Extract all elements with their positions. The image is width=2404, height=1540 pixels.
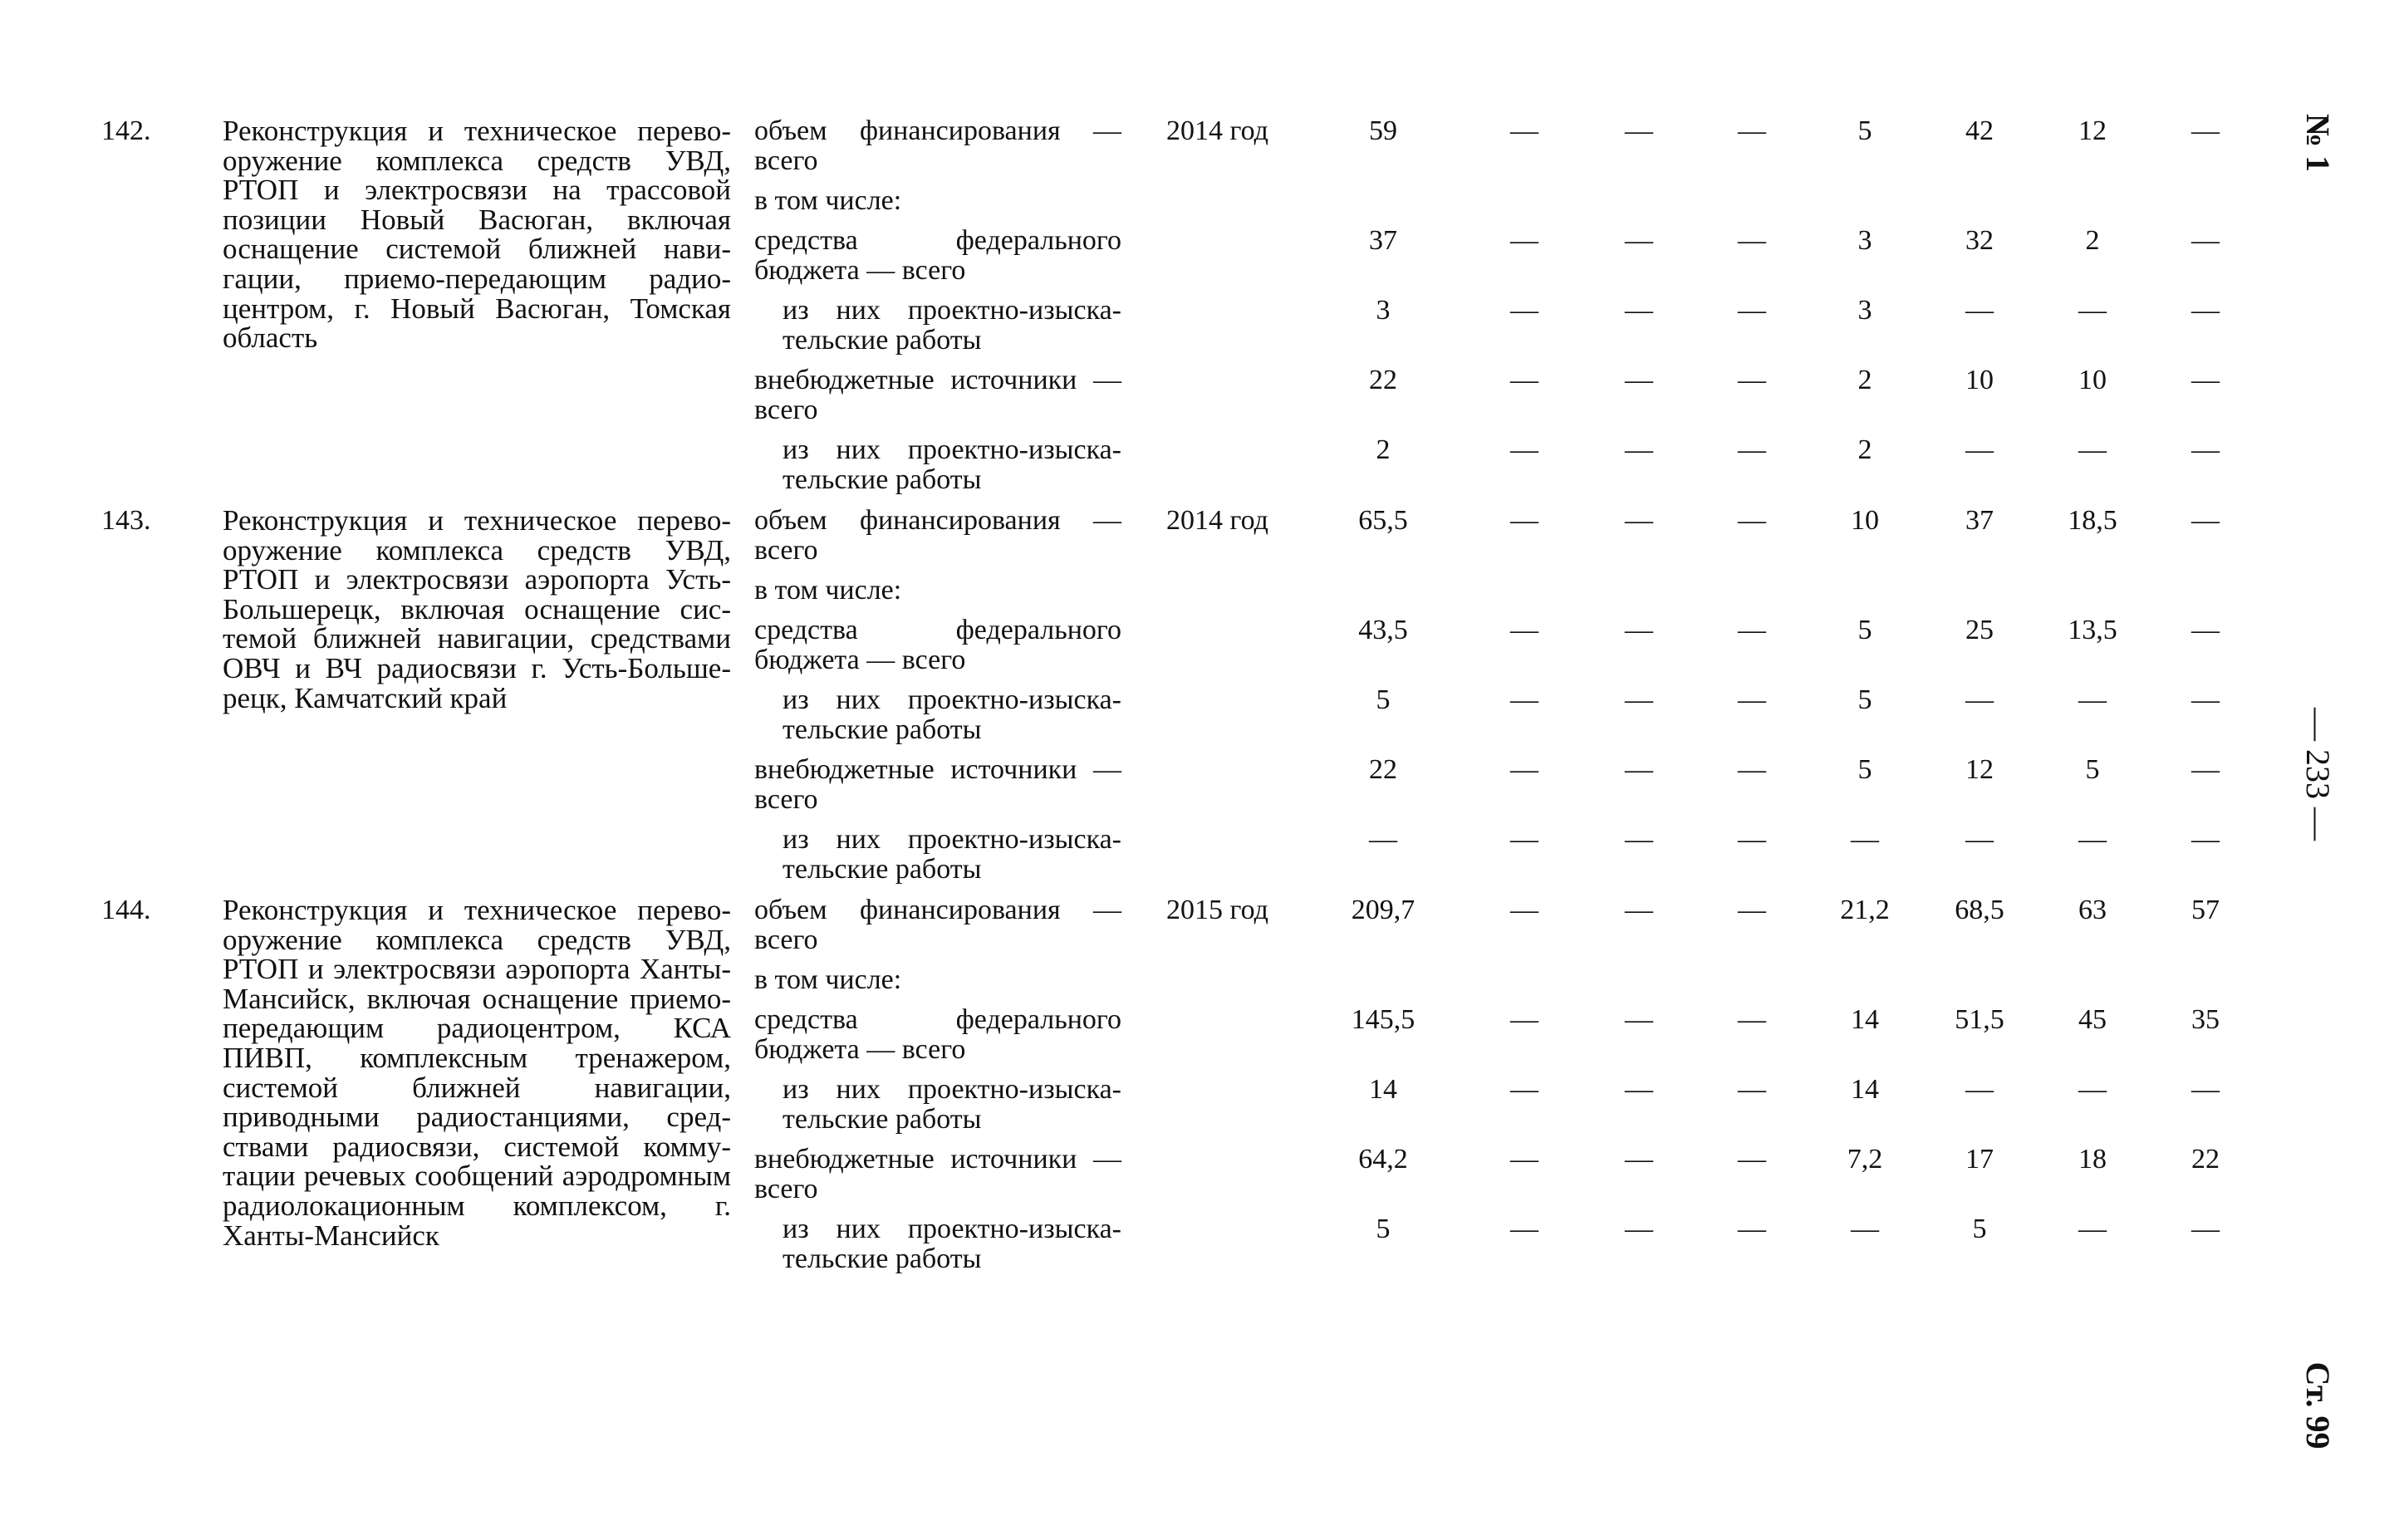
value-cell: 17 bbox=[1965, 1144, 1994, 1175]
value-cell: 2 bbox=[1857, 434, 1872, 465]
value-cell: 3 bbox=[1857, 295, 1872, 326]
value-cell: — bbox=[2078, 1214, 2107, 1244]
value-cell: 10 bbox=[2078, 365, 2107, 395]
row-label: из них проектно-изыскательские работы bbox=[783, 1214, 1121, 1274]
value-cell: — bbox=[1625, 1004, 1653, 1035]
value-cell: — bbox=[1738, 1074, 1766, 1105]
funding-row-extrabudget bbox=[0, 755, 2404, 821]
value-cell: 5 bbox=[1857, 684, 1872, 715]
value-cell: — bbox=[2078, 684, 2107, 715]
value-cell: 22 bbox=[1369, 754, 1397, 785]
page-number: — 233 — bbox=[2299, 708, 2337, 841]
value-cell: 42 bbox=[1965, 115, 1994, 146]
value-cell: — bbox=[1625, 824, 1653, 855]
value-cell: 21,2 bbox=[1840, 895, 1890, 925]
value-cell: 2 bbox=[2085, 225, 2100, 256]
value-cell: 37 bbox=[1369, 225, 1397, 256]
value-cell: — bbox=[2191, 225, 2220, 256]
value-cell: 64,2 bbox=[1358, 1144, 1408, 1175]
value-cell: — bbox=[1738, 1144, 1766, 1175]
entry-number: 142. bbox=[101, 115, 151, 146]
row-label: из них проектно-изыскательские работы bbox=[783, 684, 1121, 745]
value-cell: 5 bbox=[1857, 615, 1872, 645]
value-cell: — bbox=[1738, 225, 1766, 256]
value-cell: — bbox=[1625, 434, 1653, 465]
funding-row-federal-design bbox=[0, 296, 2404, 362]
value-cell: 14 bbox=[1851, 1004, 1879, 1035]
value-cell: 5 bbox=[1972, 1214, 1987, 1244]
value-cell: — bbox=[1510, 824, 1538, 855]
value-cell: 5 bbox=[1376, 684, 1391, 715]
funding-row-extrabudget bbox=[0, 365, 2404, 432]
value-cell: 209,7 bbox=[1351, 895, 1415, 925]
value-cell: 63 bbox=[2078, 895, 2107, 925]
value-cell: — bbox=[1510, 505, 1538, 536]
value-cell: — bbox=[1738, 365, 1766, 395]
value-cell: — bbox=[1510, 895, 1538, 925]
value-cell: — bbox=[1851, 824, 1879, 855]
value-cell: — bbox=[1738, 754, 1766, 785]
value-cell: 10 bbox=[1851, 505, 1879, 536]
funding-row-extrabudget bbox=[0, 1145, 2404, 1211]
value-cell: — bbox=[2191, 1214, 2220, 1244]
value-cell: — bbox=[1510, 1074, 1538, 1105]
value-cell: — bbox=[1965, 434, 1994, 465]
value-cell: — bbox=[1738, 1004, 1766, 1035]
row-label: внебюджетные источники — всего bbox=[754, 754, 1121, 815]
value-cell: — bbox=[1625, 1074, 1653, 1105]
value-cell: 12 bbox=[1965, 754, 1994, 785]
value-cell: — bbox=[1510, 115, 1538, 146]
value-cell: 13,5 bbox=[2068, 615, 2117, 645]
value-cell: 51,5 bbox=[1955, 1004, 2004, 1035]
value-cell: 5 bbox=[2085, 754, 2100, 785]
funding-row-total bbox=[0, 113, 2404, 183]
value-cell: 3 bbox=[1857, 225, 1872, 256]
value-cell: — bbox=[2191, 1074, 2220, 1105]
value-cell: — bbox=[1738, 115, 1766, 146]
value-cell: — bbox=[1738, 434, 1766, 465]
value-cell: — bbox=[2191, 434, 2220, 465]
value-cell: — bbox=[1510, 1004, 1538, 1035]
value-cell: — bbox=[1625, 225, 1653, 256]
value-cell: — bbox=[1625, 365, 1653, 395]
value-cell: — bbox=[1510, 365, 1538, 395]
funding-row-extrabudget-design bbox=[0, 1214, 2404, 1281]
row-label: из них проектно-изыскательские работы bbox=[783, 295, 1121, 356]
article-number: Ст. 99 bbox=[2299, 1361, 2337, 1449]
value-cell: 22 bbox=[1369, 365, 1397, 395]
row-label: из них проектно-изыскательские работы bbox=[783, 434, 1121, 495]
entry-year: 2015 год bbox=[1166, 895, 1268, 925]
value-cell: — bbox=[1510, 1214, 1538, 1244]
value-cell: — bbox=[1510, 684, 1538, 715]
value-cell: 18,5 bbox=[2068, 505, 2117, 536]
value-cell: — bbox=[2191, 505, 2220, 536]
funding-row-federal bbox=[0, 226, 2404, 292]
row-label: объем финансирования — всего bbox=[754, 115, 1121, 176]
row-label: внебюджетные источники — всего bbox=[754, 1144, 1121, 1204]
entry-number: 143. bbox=[101, 505, 151, 536]
value-cell: 68,5 bbox=[1955, 895, 2004, 925]
value-cell: 35 bbox=[2191, 1004, 2220, 1035]
value-cell: — bbox=[2191, 295, 2220, 326]
value-cell: — bbox=[1510, 225, 1538, 256]
value-cell: — bbox=[1738, 684, 1766, 715]
value-cell: — bbox=[1510, 295, 1538, 326]
value-cell: 14 bbox=[1369, 1074, 1397, 1105]
value-cell: — bbox=[2191, 365, 2220, 395]
value-cell: 57 bbox=[2191, 895, 2220, 925]
value-cell: 22 bbox=[2191, 1144, 2220, 1175]
value-cell: 5 bbox=[1376, 1214, 1391, 1244]
entry-number: 144. bbox=[101, 895, 151, 925]
value-cell: 12 bbox=[2078, 115, 2107, 146]
value-cell: 5 bbox=[1857, 754, 1872, 785]
row-label: из них проектно-изыскательские работы bbox=[783, 1074, 1121, 1135]
funding-row-federal bbox=[0, 1005, 2404, 1072]
issue-number: № 1 bbox=[2299, 113, 2337, 173]
value-cell: 37 bbox=[1965, 505, 1994, 536]
row-label: в том числе: bbox=[754, 575, 902, 606]
funding-row-extrabudget-design bbox=[0, 825, 2404, 891]
value-cell: 2 bbox=[1376, 434, 1391, 465]
value-cell: 43,5 bbox=[1358, 615, 1408, 645]
funding-row-total bbox=[0, 506, 2404, 572]
value-cell: — bbox=[2191, 684, 2220, 715]
value-cell: — bbox=[1965, 684, 1994, 715]
row-label: в том числе: bbox=[754, 185, 902, 216]
value-cell: — bbox=[1625, 895, 1653, 925]
row-label: объем финансирования — всего bbox=[754, 895, 1121, 955]
value-cell: — bbox=[1369, 824, 1397, 855]
value-cell: — bbox=[2078, 295, 2107, 326]
value-cell: — bbox=[2078, 1074, 2107, 1105]
funding-row-extrabudget-design bbox=[0, 435, 2404, 502]
value-cell: — bbox=[2191, 615, 2220, 645]
value-cell: — bbox=[2078, 434, 2107, 465]
row-label: объем финансирования — всего bbox=[754, 505, 1121, 566]
value-cell: — bbox=[2191, 754, 2220, 785]
value-cell: — bbox=[1625, 684, 1653, 715]
value-cell: — bbox=[1625, 115, 1653, 146]
value-cell: — bbox=[1738, 824, 1766, 855]
entry-description: Реконструкция и техническое перевооружение комплекса средств УВД, РТОП и электросвязи на трассовой позиции Новый Васюган, включая оснащение системой ближней навигации, приемо-передающим радиоцентром, г. Новый Васюган, Томская область bbox=[223, 115, 731, 355]
value-cell: — bbox=[1738, 895, 1766, 925]
value-cell: 145,5 bbox=[1351, 1004, 1415, 1035]
row-label: внебюджетные источники — всего bbox=[754, 365, 1121, 425]
value-cell: 32 bbox=[1965, 225, 1994, 256]
value-cell: 45 bbox=[2078, 1004, 2107, 1035]
row-label: из них проектно-изыскательские работы bbox=[783, 824, 1121, 885]
value-cell: 2 bbox=[1857, 365, 1872, 395]
value-cell: — bbox=[2191, 824, 2220, 855]
value-cell: 18 bbox=[2078, 1144, 2107, 1175]
value-cell: — bbox=[1965, 824, 1994, 855]
value-cell: — bbox=[1625, 754, 1653, 785]
entry-year: 2014 год bbox=[1166, 115, 1268, 146]
funding-row-total bbox=[0, 895, 2404, 962]
value-cell: — bbox=[1625, 295, 1653, 326]
value-cell: 10 bbox=[1965, 365, 1994, 395]
value-cell: 5 bbox=[1857, 115, 1872, 146]
value-cell: — bbox=[1625, 505, 1653, 536]
value-cell: — bbox=[1625, 615, 1653, 645]
entry-year: 2014 год bbox=[1166, 505, 1268, 536]
row-label: в том числе: bbox=[754, 964, 902, 995]
value-cell: — bbox=[1851, 1214, 1879, 1244]
value-cell: — bbox=[1965, 295, 1994, 326]
value-cell: — bbox=[1625, 1144, 1653, 1175]
entry-description: Реконструкция и техническое перевооружение комплекса средств УВД, РТОП и электросвязи аэропорта Ханты-Мансийск, включая оснащение приемо-передающим радиоцентром, КСА ПИВП, комплексным тренажером, системой ближней навигации, приводными радиостанциями, средствами радиосвязи, системой коммутации речевых сообщений аэродромным радиолокационным комплексом, г. Ханты-Мансийск bbox=[223, 894, 731, 1252]
entry-description: Реконструкция и техническое перевооружение комплекса средств УВД, РТОП и электросвязи аэропорта Усть-Большерецк, включая оснащение системой ближней навигации, средствами ОВЧ и ВЧ радиосвязи г. Усть-Большерецк, Камчатский край bbox=[223, 504, 731, 714]
value-cell: 65,5 bbox=[1358, 505, 1408, 536]
value-cell: 25 bbox=[1965, 615, 1994, 645]
row-label: средства федерального бюджета — всего bbox=[754, 615, 1121, 675]
value-cell: — bbox=[1510, 1144, 1538, 1175]
funding-row-federal-design bbox=[0, 685, 2404, 752]
value-cell: — bbox=[1738, 505, 1766, 536]
value-cell: — bbox=[1510, 434, 1538, 465]
value-cell: — bbox=[1738, 615, 1766, 645]
row-label: средства федерального бюджета — всего bbox=[754, 225, 1121, 286]
value-cell: 3 bbox=[1376, 295, 1391, 326]
value-cell: — bbox=[2078, 824, 2107, 855]
funding-row-federal bbox=[0, 616, 2404, 682]
funding-row-federal-design bbox=[0, 1075, 2404, 1141]
value-cell: — bbox=[1510, 754, 1538, 785]
value-cell: — bbox=[1965, 1074, 1994, 1105]
value-cell: — bbox=[1738, 1214, 1766, 1244]
value-cell: — bbox=[1625, 1214, 1653, 1244]
value-cell: 7,2 bbox=[1847, 1144, 1883, 1175]
row-label: средства федерального бюджета — всего bbox=[754, 1004, 1121, 1065]
value-cell: — bbox=[1738, 295, 1766, 326]
value-cell: 14 bbox=[1851, 1074, 1879, 1105]
value-cell: — bbox=[1510, 615, 1538, 645]
value-cell: 59 bbox=[1369, 115, 1397, 146]
value-cell: — bbox=[2191, 115, 2220, 146]
